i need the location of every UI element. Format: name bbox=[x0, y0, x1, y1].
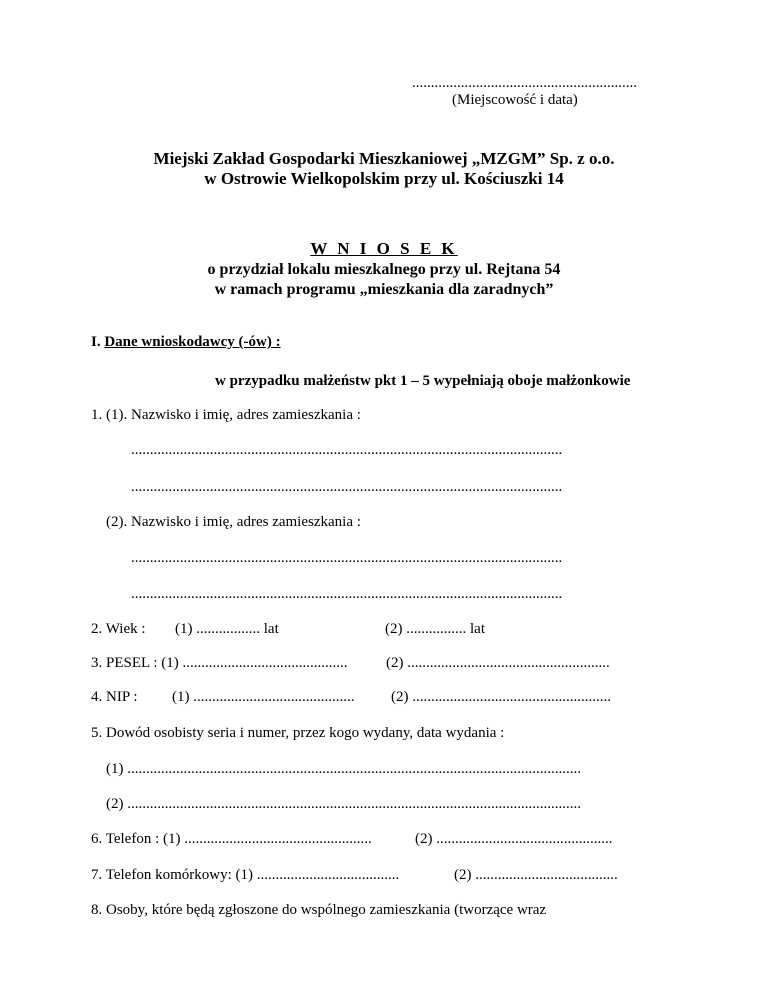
title-line-2: w ramach programu „mieszkania dla zaradnych” bbox=[214, 281, 554, 298]
field-1-1-line-b[interactable]: ................................................................................................................... bbox=[131, 479, 563, 495]
field-2-person-1[interactable]: (1) ................. lat bbox=[175, 621, 279, 637]
field-1-1-line-a[interactable]: ................................................................................................................... bbox=[131, 442, 563, 458]
field-4-person-1[interactable]: (1) ........................................... bbox=[172, 689, 355, 705]
field-5-label: 5. Dowód osobisty seria i numer, przez kogo wydany, data wydania : bbox=[91, 725, 505, 741]
field-4-person-2[interactable]: (2) ..................................................... bbox=[391, 689, 611, 705]
organization-name: Miejski Zakład Gospodarki Mieszkaniowej „MZGM” Sp. z o.o. bbox=[153, 149, 615, 168]
field-6-label[interactable]: 6. Telefon : (1) .................................................. bbox=[91, 831, 372, 847]
organization-address: w Ostrowie Wielkopolskim przy ul. Kościuszki 14 bbox=[204, 169, 564, 188]
field-5-person-1[interactable]: (1) ......................................................................................................................... bbox=[106, 761, 581, 777]
title-line-1: o przydział lokalu mieszkalnego przy ul. Rejtana 54 bbox=[207, 261, 561, 278]
field-2-person-2[interactable]: (2) ................ lat bbox=[385, 621, 485, 637]
field-1-1-label: 1. (1). Nazwisko i imię, adres zamieszkania : bbox=[91, 407, 361, 423]
section-title: Dane wnioskodawcy (-ów) : bbox=[104, 334, 281, 350]
field-1-2-label: (2). Nazwisko i imię, adres zamieszkania : bbox=[106, 514, 361, 530]
section-number: I. bbox=[91, 334, 101, 350]
field-8-label: 8. Osoby, które będą zgłoszone do wspólnego zamieszkania (tworzące wraz bbox=[91, 902, 547, 918]
field-3-person-2[interactable]: (2) ...................................................... bbox=[386, 655, 610, 671]
field-3-label[interactable]: 3. PESEL : (1) ............................................ bbox=[91, 655, 348, 671]
date-place-label: (Miejscowość i data) bbox=[452, 92, 578, 108]
field-1-2-line-b[interactable]: ................................................................................................................... bbox=[131, 586, 563, 602]
field-1-2-line-a[interactable]: ................................................................................................................... bbox=[131, 550, 563, 566]
field-7-label[interactable]: 7. Telefon komórkowy: (1) ...................................... bbox=[91, 867, 400, 883]
section-1-heading bbox=[91, 333, 281, 351]
section-note: w przypadku małżeństw pkt 1 – 5 wypełniają oboje małżonkowie bbox=[215, 373, 631, 389]
field-5-person-2[interactable]: (2) ......................................................................................................................... bbox=[106, 796, 581, 812]
field-6-person-2[interactable]: (2) ............................................... bbox=[415, 831, 613, 847]
title-heading: W N I O S E K bbox=[310, 239, 458, 258]
field-7-person-2[interactable]: (2) ...................................... bbox=[454, 867, 618, 883]
date-place-dots: ............................................................ bbox=[412, 75, 637, 91]
field-2-label: 2. Wiek : bbox=[91, 621, 146, 637]
field-4-label: 4. NIP : bbox=[91, 689, 138, 705]
